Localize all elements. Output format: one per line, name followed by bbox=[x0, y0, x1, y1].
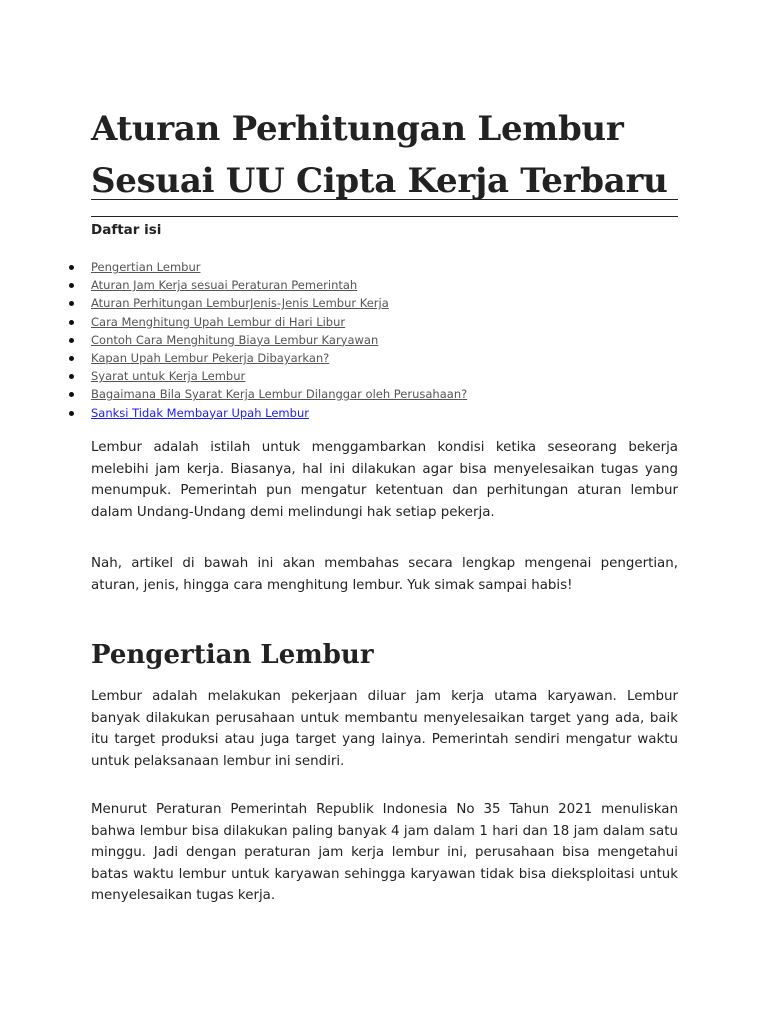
bullet-icon bbox=[69, 320, 74, 325]
toc-item bbox=[69, 276, 467, 294]
toc-item bbox=[69, 331, 467, 349]
toc-link-kapan-dibayarkan[interactable]: Kapan Upah Lembur Pekerja Dibayarkan? bbox=[91, 350, 330, 365]
toc-item bbox=[69, 385, 467, 403]
article-title: Aturan Perhitungan Lembur Sesuai UU Cipta Kerja Terbaru bbox=[91, 109, 668, 201]
bullet-icon bbox=[69, 356, 74, 361]
toc-link-contoh-biaya[interactable]: Contoh Cara Menghitung Biaya Lembur Karyawan bbox=[91, 332, 379, 347]
toc-item bbox=[69, 294, 467, 312]
title-divider-bottom bbox=[91, 216, 678, 217]
bullet-icon bbox=[69, 265, 74, 270]
toc-link-aturan-perhitungan[interactable]: Aturan Perhitungan LemburJenis-Jenis Lembur Kerja bbox=[91, 296, 389, 311]
bullet-icon bbox=[69, 374, 74, 379]
toc-item bbox=[69, 349, 467, 367]
toc-item bbox=[69, 258, 467, 276]
toc-link-sanksi[interactable]: Sanksi Tidak Membayar Upah Lembur bbox=[91, 405, 309, 420]
toc-item bbox=[69, 367, 467, 385]
intro-paragraph-1: Lembur adalah istilah untuk menggambarkan kondisi ketika seseorang bekerja melebihi jam kerja. Biasanya, hal ini dilakukan agar bisa menyelesaikan tugas yang menumpuk. Pemerintah pun mengatur ketentuan dan perhitungan aturan lembur dalam Undang-Undang demi melindungi hak setiap pekerja. bbox=[91, 440, 678, 520]
toc-link-syarat[interactable]: Syarat untuk Kerja Lembur bbox=[91, 369, 246, 384]
table-of-contents bbox=[69, 258, 467, 422]
bullet-icon bbox=[69, 301, 74, 306]
bullet-icon bbox=[69, 411, 74, 416]
toc-heading: Daftar isi bbox=[91, 222, 162, 238]
toc-link-pengertian-lembur[interactable]: Pengertian Lembur bbox=[91, 260, 201, 274]
toc-link-hari-libur[interactable]: Cara Menghitung Upah Lembur di Hari Libur bbox=[91, 314, 346, 329]
bullet-icon bbox=[69, 392, 74, 397]
toc-item bbox=[69, 404, 467, 422]
bullet-icon bbox=[69, 283, 74, 288]
section-heading-pengertian: Pengertian Lembur bbox=[91, 640, 374, 670]
intro-paragraph-2: Nah, artikel di bawah ini akan membahas secara lengkap mengenai pengertian, aturan, jenis, hingga cara menghitung lembur. Yuk simak sampai habis! bbox=[91, 556, 678, 593]
section-paragraph-1: Lembur adalah melakukan pekerjaan diluar jam kerja utama karyawan. Lembur banyak dilakukan perusahaan untuk membantu menyelesaikan target yang ada, baik itu target produksi atau juga target yang lainya. Pemerintah sendiri mengatur waktu untuk pelaksanaan lembur ini sendiri. bbox=[91, 689, 678, 769]
bullet-icon bbox=[69, 338, 74, 343]
section-paragraph-2: Menurut Peraturan Pemerintah Republik Indonesia No 35 Tahun 2021 menuliskan bahwa lembur bisa dilakukan paling banyak 4 jam dalam 1 hari dan 18 jam dalam satu minggu. Jadi dengan peraturan jam kerja lembur ini, perusahaan bisa mengetahui batas waktu lembur untuk karyawan sehingga karyawan tidak bisa dieksploitasi untuk menyelesaikan tugas kerja. bbox=[91, 802, 678, 903]
title-divider-top bbox=[91, 199, 678, 200]
toc-item bbox=[69, 313, 467, 331]
toc-link-aturan-jam-kerja[interactable]: Aturan Jam Kerja sesuai Peraturan Pemerintah bbox=[91, 278, 358, 293]
toc-link-syarat-dilanggar[interactable]: Bagaimana Bila Syarat Kerja Lembur Dilanggar oleh Perusahaan? bbox=[91, 387, 468, 402]
